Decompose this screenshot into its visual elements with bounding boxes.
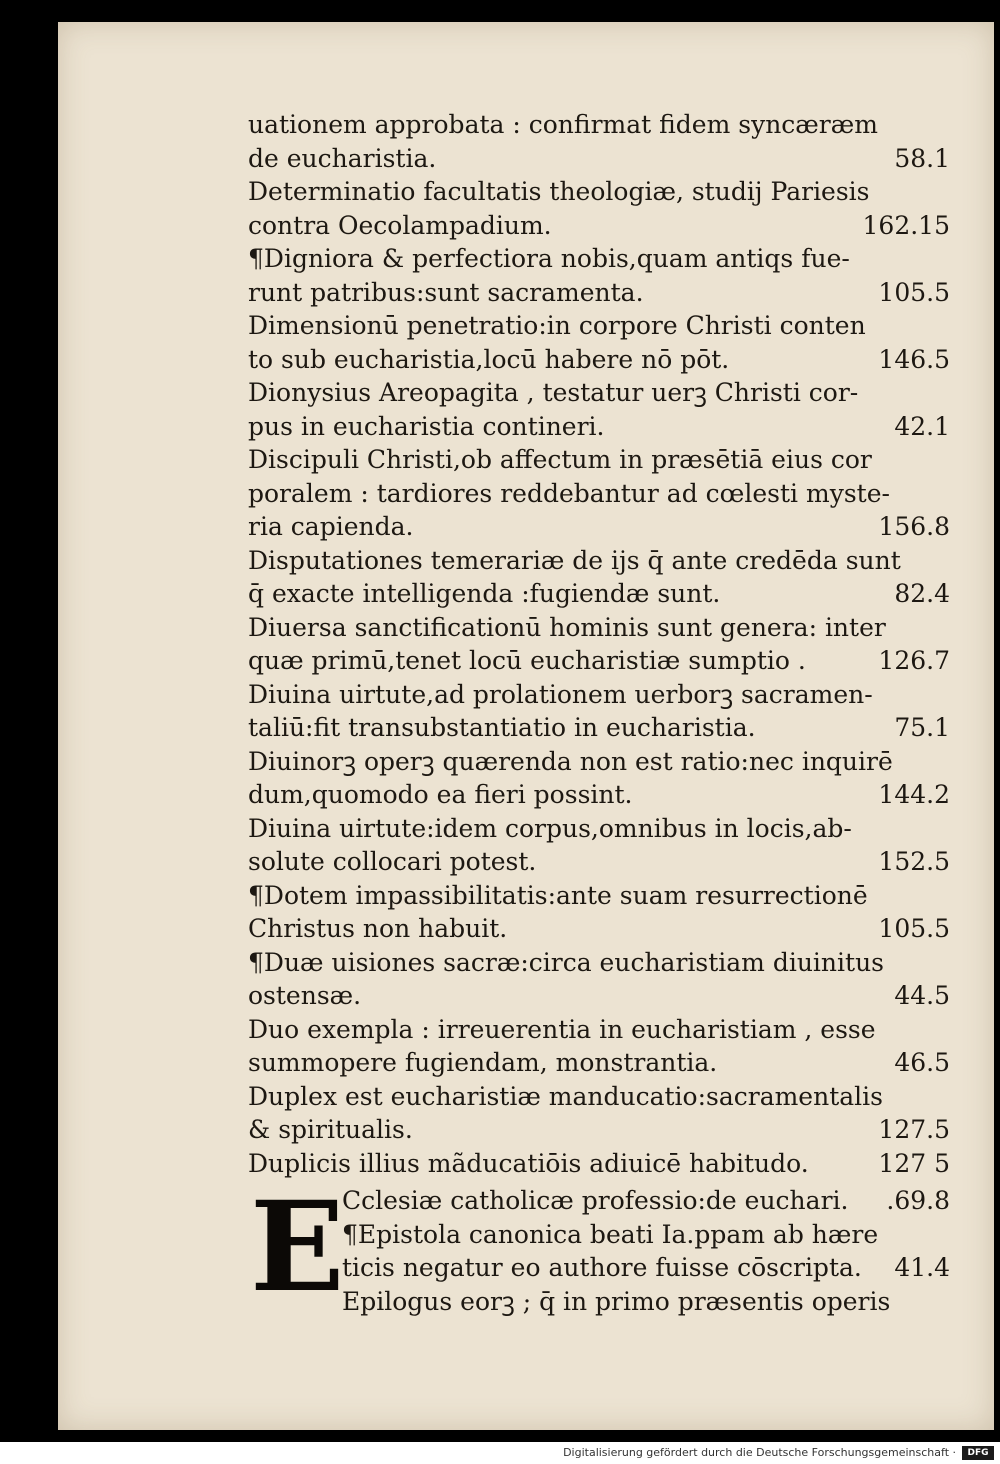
- entry-text: poralem : tardiores reddebantur ad cœlesti myste-: [248, 478, 890, 508]
- entry-text: Diuina uirtute:idem corpus,omnibus in locis,ab-: [248, 813, 852, 843]
- index-line: [248, 946, 950, 980]
- page-reference: 58.1: [894, 143, 950, 173]
- index-line: [248, 1147, 950, 1181]
- index-line: [248, 410, 950, 444]
- page-reference: 82.4: [894, 579, 950, 608]
- page-reference: 162.15: [862, 210, 950, 240]
- entry-text: ¶Digniora & perfectiora nobis,quam antiqs fue-: [248, 244, 850, 273]
- entry-text: Christus non habuit.: [248, 914, 508, 943]
- index-line: [248, 812, 950, 846]
- page-reference: 126.7: [878, 646, 950, 675]
- index-line: [248, 778, 950, 812]
- entry-text: Diuinorꝫ operꝫ quærenda non est ratio:nec inquirē: [248, 746, 893, 776]
- index-line: [248, 108, 950, 142]
- entry-text: Cclesiæ catholicæ professio:de euchari.: [342, 1186, 849, 1215]
- entry-text: q̄ exacte intelligenda :fugiendæ sunt.: [248, 579, 721, 608]
- index-line: [248, 879, 950, 913]
- entry-text: ria capienda.: [248, 512, 414, 541]
- index-line: [248, 1013, 950, 1047]
- index-line: [248, 510, 950, 544]
- entry-text: Discipuli Christi,ob affectum in præsētiā eius cor: [248, 445, 872, 474]
- index-line: [342, 1251, 950, 1285]
- index-text-block: [248, 108, 950, 1320]
- page-reference: 46.5: [894, 1048, 950, 1077]
- dfg-logo: DFG: [962, 1446, 994, 1460]
- index-line: [342, 1184, 950, 1218]
- page-reference: 146.5: [878, 344, 950, 374]
- index-line: [248, 745, 950, 779]
- index-line: [248, 577, 950, 611]
- entry-text: Duplicis illius mãducatiōis adiuicē habitudo.: [248, 1148, 809, 1178]
- page-reference: 42.1: [894, 411, 950, 441]
- page-reference: 144.2: [878, 780, 950, 809]
- index-line: [248, 1113, 950, 1147]
- index-line: [248, 477, 950, 511]
- index-line: [248, 678, 950, 712]
- page-reference: 127.5: [878, 1115, 950, 1144]
- initial-entries: [248, 1175, 950, 1320]
- page-reference: 152.5: [878, 847, 950, 876]
- index-line: [248, 1080, 950, 1114]
- footer-credit-bar: [0, 1442, 1000, 1464]
- page-reference: 44.5: [894, 981, 950, 1010]
- entry-text: Dimensionū penetratio:in corpore Christi conten: [248, 311, 866, 340]
- index-line: [342, 1285, 950, 1319]
- entry-text: Duplex est eucharistiæ manducatio:sacramentalis: [248, 1081, 883, 1111]
- page-reference: 75.1: [894, 713, 950, 742]
- index-line: [248, 142, 950, 176]
- entry-text: solute collocari potest.: [248, 847, 537, 876]
- page-reference: 105.5: [878, 914, 950, 943]
- index-line: [248, 845, 950, 879]
- decorated-initial: E: [250, 1175, 345, 1320]
- entry-text: Diuina uirtute,ad prolationem uerborꝫ sacramen-: [248, 679, 873, 709]
- index-line: [248, 711, 950, 745]
- entry-text: contra Oecolampadium.: [248, 210, 552, 240]
- page-reference: 105.5: [878, 277, 950, 307]
- entry-text: Determinatio facultatis theologiæ, studij Pariesis: [248, 177, 870, 206]
- entry-text: pus in eucharistia contineri.: [248, 411, 605, 441]
- index-entries: [248, 108, 950, 1180]
- entry-text: dum,quomodo ea fieri possint.: [248, 780, 633, 809]
- index-line: [342, 1218, 950, 1252]
- index-line: [248, 544, 950, 578]
- entry-text: ticis negatur eo authore fuisse cōscripta.: [342, 1253, 862, 1282]
- page-reference: 127 5: [878, 1148, 950, 1178]
- page-reference: 156.8: [878, 512, 950, 541]
- entry-text: ostensæ.: [248, 981, 362, 1010]
- entry-text: runt patribus:sunt sacramenta.: [248, 277, 644, 307]
- index-line: [248, 276, 950, 310]
- entry-text: & spiritualis.: [248, 1115, 413, 1144]
- initial-entry-group: [248, 1175, 950, 1320]
- index-line: [248, 979, 950, 1013]
- entry-text: uationem approbata : confirmat fidem syncæræm: [248, 110, 878, 139]
- index-line: [248, 1046, 950, 1080]
- index-line: [248, 242, 950, 276]
- index-line: [248, 376, 950, 410]
- index-line: [248, 912, 950, 946]
- entry-text: to sub eucharistia,locū habere nō pōt.: [248, 344, 730, 374]
- entry-text: Diuersa sanctificationū hominis sunt genera: inter: [248, 612, 886, 642]
- index-line: [248, 209, 950, 243]
- index-line: [248, 175, 950, 209]
- entry-text: de eucharistia.: [248, 143, 437, 173]
- entry-text: Epilogus eorꝫ ; q̄ in primo præsentis operis: [342, 1286, 891, 1316]
- index-line: [248, 343, 950, 377]
- funding-credit: Digitalisierung gefördert durch die Deutsche Forschungsgemeinschaft ·: [563, 1446, 956, 1459]
- page-reference: .69.8: [886, 1186, 950, 1215]
- entry-text: ¶Epistola canonica beati Ia.ppam ab hære: [342, 1219, 879, 1249]
- index-line: [248, 309, 950, 343]
- index-line: [248, 443, 950, 477]
- entry-text: taliū:fit transubstantiatio in eucharistia.: [248, 713, 756, 742]
- index-line: [248, 644, 950, 678]
- entry-text: Duo exempla : irreuerentia in eucharistiam , esse: [248, 1014, 876, 1044]
- entry-text: summopere fugiendam, monstrantia.: [248, 1048, 718, 1077]
- entry-text: ¶Duæ uisiones sacræ:circa eucharistiam diuinitus: [248, 947, 884, 977]
- index-line: [248, 611, 950, 645]
- page-reference: 41.4: [894, 1253, 950, 1282]
- entry-text: Dionysius Areopagita , testatur uerꝫ Christi cor-: [248, 378, 859, 407]
- entry-text: ¶Dotem impassibilitatis:ante suam resurrectionē: [248, 880, 868, 910]
- entry-text: Disputationes temerariæ de ijs q̄ ante credēda sunt: [248, 545, 901, 575]
- entry-text: quæ primū,tenet locū eucharistiæ sumptio .: [248, 646, 806, 675]
